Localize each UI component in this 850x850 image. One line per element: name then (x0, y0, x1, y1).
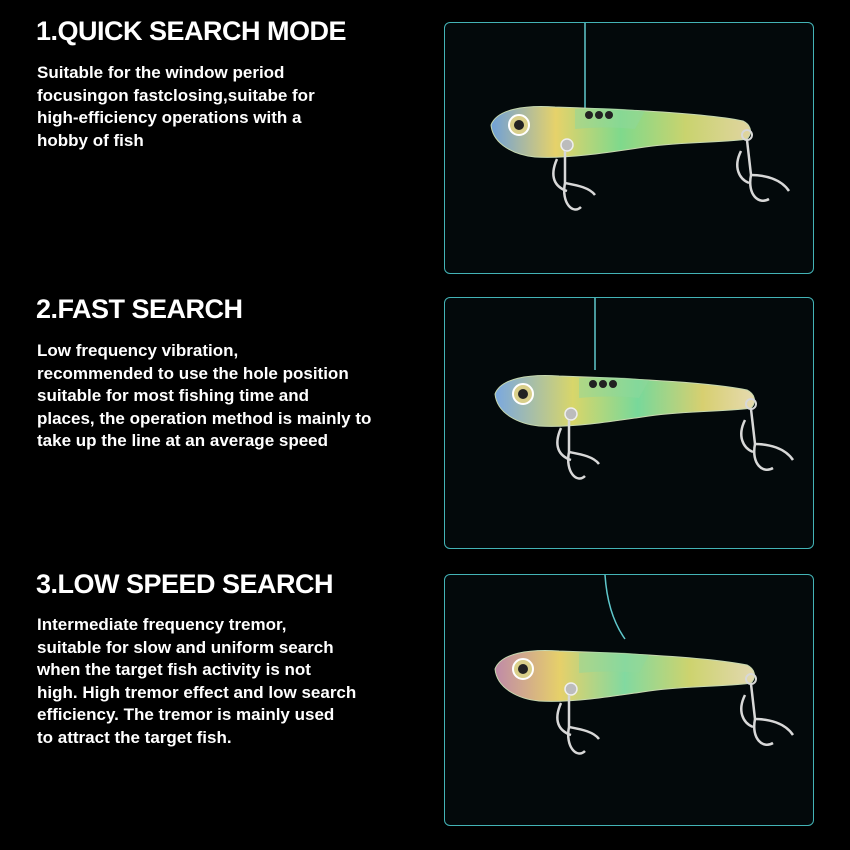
description-line: recommended to use the hole position (37, 363, 349, 383)
lure-image-panel (444, 574, 814, 826)
description-line: take up the line at an average speed (37, 431, 329, 450)
section-fast-search (0, 277, 850, 553)
section-description (37, 614, 437, 749)
description-line: Low frequency vibration, (37, 341, 239, 360)
lure-image (445, 575, 813, 825)
lure-image (445, 298, 813, 548)
section-title: 2.FAST SEARCH (36, 294, 243, 324)
description-line: high-efficiency operations with a (37, 108, 302, 127)
lure-image-panel (444, 297, 814, 549)
description-line: high. High tremor effect and low search (37, 682, 357, 702)
description-line: when the target fish activity is not (37, 660, 311, 679)
section-low-speed-search (0, 553, 850, 829)
description-line: Suitable for the window period (37, 63, 285, 82)
description-line: focusingon fastclosing,suitabe for (37, 85, 315, 105)
section-title: 1.QUICK SEARCH MODE (36, 16, 347, 46)
description-line: suitable for slow and uniform search (37, 637, 334, 657)
lure-image (445, 23, 813, 273)
section-quick-search (0, 0, 850, 276)
description-line: to attract the target fish. (37, 727, 232, 747)
description-line: suitable for most fishing time and (37, 386, 310, 405)
section-description (37, 340, 437, 453)
lure-image-panel (444, 22, 814, 274)
section-title: 3.LOW SPEED SEARCH (36, 569, 334, 599)
description-line: Intermediate frequency tremor, (37, 615, 287, 634)
description-line: places, the operation method is mainly to (37, 408, 372, 428)
description-line: efficiency. The tremor is mainly used (37, 705, 335, 724)
section-description (37, 62, 437, 152)
description-line: hobby of fish (37, 130, 144, 150)
